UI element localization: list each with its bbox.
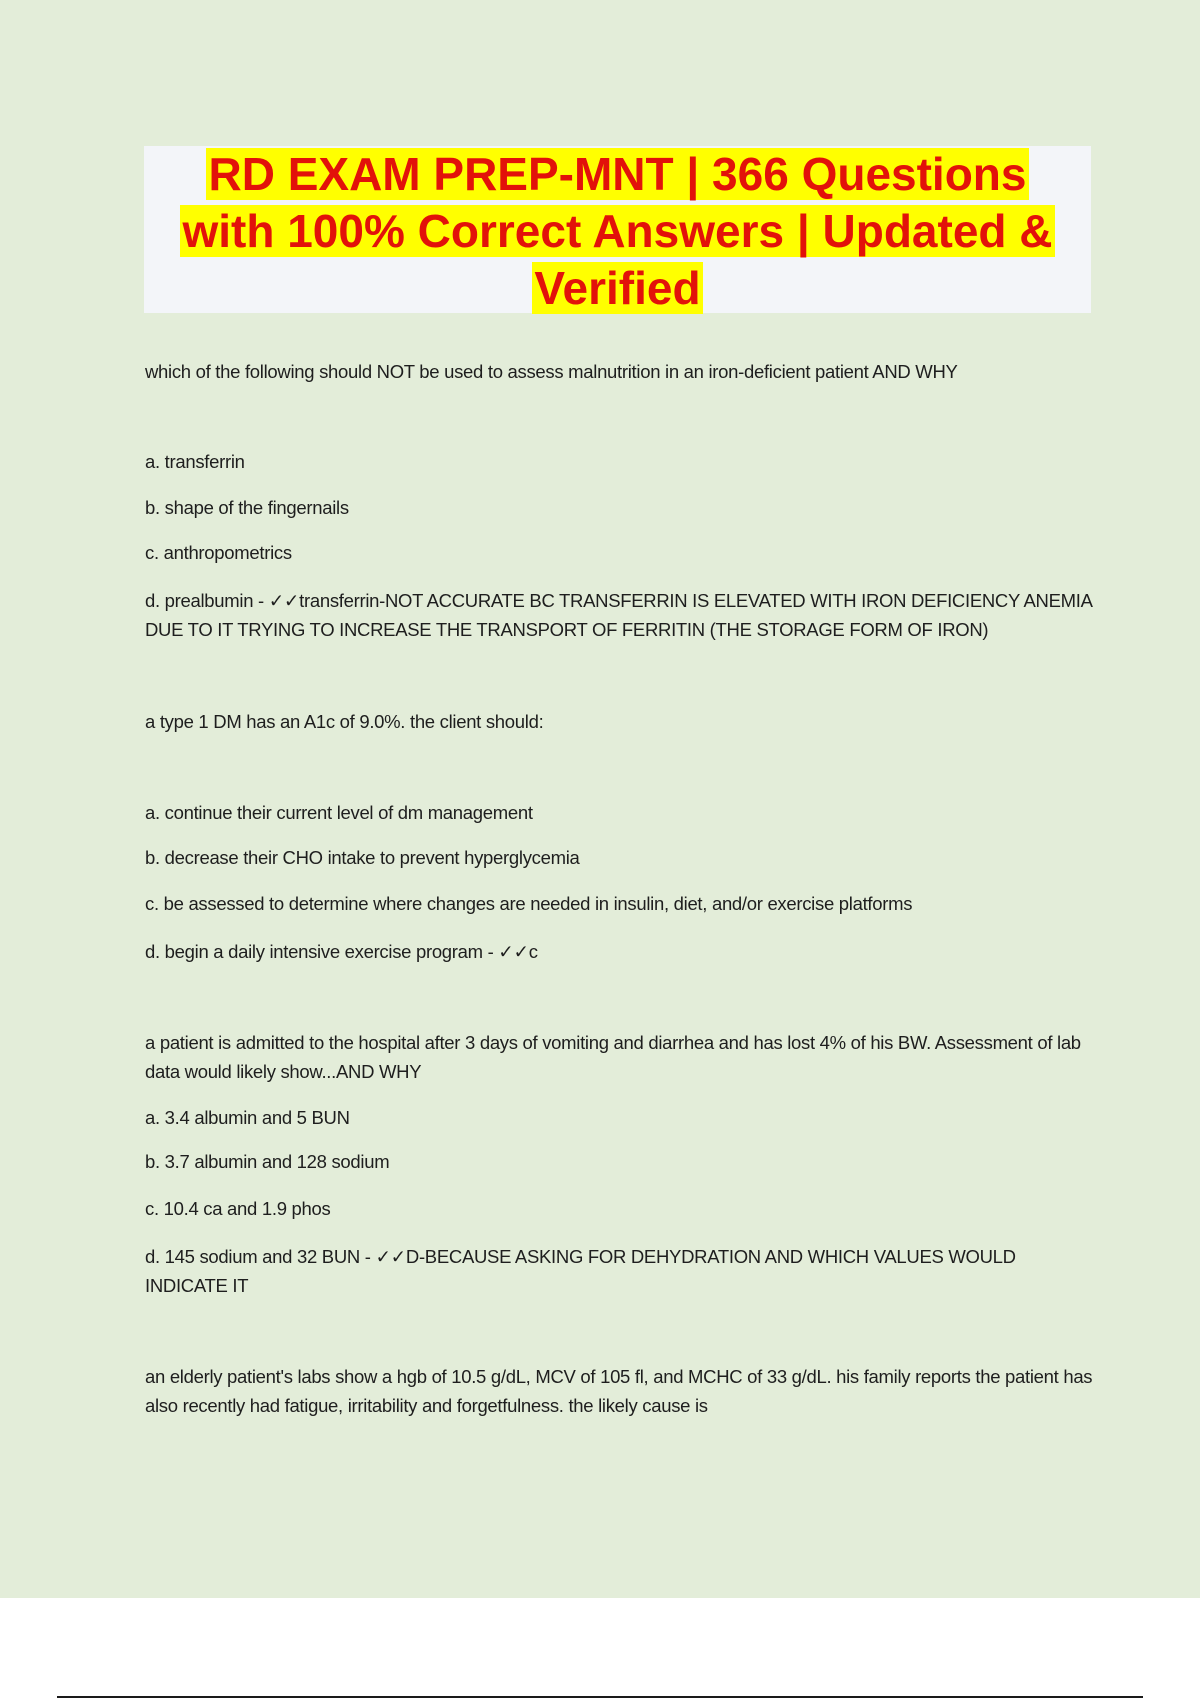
- question-4-text: an elderly patient's labs show a hgb of 10.5 g/dL, MCV of 105 fl, and MCHC of 33 g/dL. his family reports the patient has also recently had fatigue, irritability and forgetfulness. the likely cause is: [145, 1366, 1093, 1416]
- question-2-option-c: c. be assessed to determine where changes are needed in insulin, diet, and/or exercise platforms: [145, 893, 913, 914]
- question-2-option-d-answer: d. begin a daily intensive exercise program - ✓✓c: [145, 941, 538, 962]
- question-1-option-b: b. shape of the fingernails: [145, 497, 349, 518]
- title-line-2: with 100% Correct Answers | Updated &: [182, 205, 1053, 257]
- document-title: [144, 146, 1091, 317]
- question-3-option-d-answer: d. 145 sodium and 32 BUN - ✓✓D-BECAUSE ASKING FOR DEHYDRATION AND WHICH VALUES WOULD INDICATE IT: [145, 1246, 1016, 1296]
- question-3-option-a: a. 3.4 albumin and 5 BUN: [145, 1107, 350, 1128]
- question-3-option-b: b. 3.7 albumin and 128 sodium: [145, 1151, 390, 1172]
- question-3-option-c: c. 10.4 ca and 1.9 phos: [145, 1198, 331, 1219]
- title-line-1: RD EXAM PREP-MNT | 366 Questions: [208, 148, 1027, 200]
- question-1-option-a: a. transferrin: [145, 451, 245, 472]
- question-2-option-a: a. continue their current level of dm management: [145, 802, 533, 823]
- question-1-text: which of the following should NOT be used to assess malnutrition in an iron-deficient patient AND WHY: [145, 361, 958, 382]
- question-2-option-b: b. decrease their CHO intake to prevent hyperglycemia: [145, 847, 580, 868]
- footer-divider: [57, 1696, 1143, 1698]
- question-2-text: a type 1 DM has an A1c of 9.0%. the client should:: [145, 711, 544, 732]
- question-3-text: a patient is admitted to the hospital after 3 days of vomiting and diarrhea and has lost 4% of his BW. Assessment of lab data would likely show...AND WHY: [145, 1032, 1081, 1082]
- question-1-option-d-answer: d. prealbumin - ✓✓transferrin-NOT ACCURATE BC TRANSFERRIN IS ELEVATED WITH IRON DEFICIENCY ANEMIA DUE TO IT TRYING TO INCREASE THE TRANSPORT OF FERRITIN (THE STORAGE FORM OF IRON): [145, 590, 1092, 640]
- question-1-option-c: c. anthropometrics: [145, 542, 292, 563]
- title-box: [144, 146, 1091, 313]
- title-line-3: Verified: [534, 262, 701, 314]
